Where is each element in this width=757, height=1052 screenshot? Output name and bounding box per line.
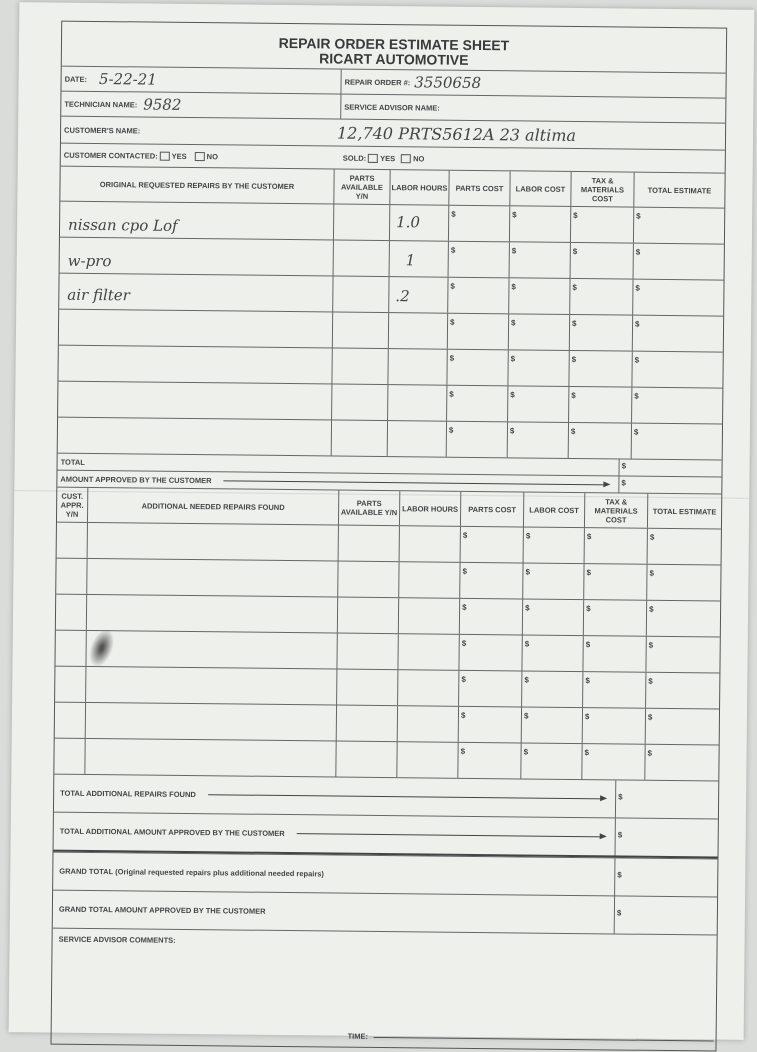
parts-available-cell[interactable] (338, 526, 399, 562)
table-row (60, 237, 724, 280)
total-estimate-cell[interactable] (633, 208, 724, 244)
tax-cost-cell[interactable] (582, 708, 645, 744)
cust-approval-header: CUST. APPR. Y/N (60, 491, 84, 519)
additional-repair-cell[interactable] (87, 523, 338, 561)
labor-hours-cell[interactable] (387, 385, 446, 421)
dollar-sign: $ (617, 870, 622, 880)
parts-cost-cell[interactable] (447, 278, 508, 314)
contacted-yes-checkbox[interactable] (160, 151, 170, 160)
cust-approval-cell[interactable] (55, 667, 85, 702)
dollar-sign: $ (450, 245, 456, 255)
parts-cost-cell[interactable] (448, 206, 509, 242)
dollar-sign: $ (511, 318, 516, 328)
parts-available-cell[interactable] (335, 742, 396, 778)
time-line (374, 1037, 714, 1042)
dollar-sign: $ (586, 604, 591, 614)
total-estimate-cell[interactable] (646, 601, 720, 637)
tax-cost-cell[interactable] (568, 423, 631, 459)
dollar-sign: $ (511, 246, 517, 256)
dollar-sign: $ (462, 566, 467, 576)
total-estimate-cell[interactable] (633, 244, 724, 280)
table-row (60, 201, 724, 244)
original-repairs-header: ORIGINAL REQUESTED REPAIRS BY THE CUSTOMER (99, 179, 295, 191)
total-estimate-cell[interactable] (631, 388, 722, 424)
original-table-header (60, 166, 724, 208)
labor-cost-cell[interactable] (521, 635, 582, 671)
additional-repair-cell[interactable] (85, 667, 336, 705)
dollar-sign: $ (571, 354, 577, 365)
total-additional-field (54, 789, 615, 804)
repair-cell[interactable] (58, 346, 331, 384)
dollar-sign: $ (648, 640, 654, 650)
labor-hours-cell[interactable] (397, 706, 458, 742)
dollar-sign: $ (585, 640, 591, 650)
total-additional-approved-field (54, 827, 615, 842)
dollar-sign: $ (450, 281, 455, 291)
labor-hours-text: 1.0 (396, 213, 421, 232)
parts-available-cell[interactable] (336, 634, 397, 670)
total-additional-approved-label: TOTAL ADDITIONAL AMOUNT APPROVED BY THE CUSTOMER (59, 826, 285, 839)
parts-cost-cell[interactable] (457, 743, 520, 779)
cust-approval-cell[interactable] (54, 739, 84, 774)
date-value: 5-22-21 (98, 70, 157, 89)
additional-repair-cell[interactable] (85, 631, 336, 669)
dollar-sign: $ (510, 354, 516, 364)
title-line-1: REPAIR ORDER ESTIMATE SHEET (278, 34, 510, 54)
tax-cost-cell[interactable] (568, 387, 631, 423)
parts-available-cell[interactable] (336, 670, 397, 706)
sold-yes-label: YES (380, 153, 396, 163)
table-row (59, 309, 723, 352)
total-estimate-cell[interactable] (644, 745, 718, 781)
grand-total-label: GRAND TOTAL (Original requested repairs plus additional needed repairs) (59, 866, 324, 879)
labor-cost-cell[interactable] (522, 599, 583, 635)
sold-field (340, 147, 725, 173)
dollar-sign: $ (633, 427, 639, 437)
labor-hours-cell[interactable] (389, 241, 448, 277)
dollar-sign: $ (523, 711, 529, 721)
labor-hours-cell[interactable] (396, 742, 457, 778)
dollar-sign: $ (634, 355, 640, 365)
dollar-sign: $ (449, 389, 454, 399)
dollar-sign: $ (570, 426, 576, 437)
dollar-sign: $ (571, 390, 576, 401)
tax-cost-cell[interactable] (570, 207, 633, 243)
additional-repair-cell[interactable] (86, 595, 337, 633)
labor-cost-header: LABOR COST (509, 171, 570, 206)
total-estimate-cell[interactable] (632, 316, 723, 352)
total-estimate-cell[interactable] (631, 424, 722, 460)
dollar-sign: $ (462, 602, 467, 612)
cust-approval-cell[interactable] (56, 559, 86, 594)
dollar-sign: $ (524, 639, 530, 649)
repair-order-value: 3550658 (414, 73, 482, 93)
dollar-sign: $ (649, 532, 655, 542)
cust-approval-cell[interactable] (55, 631, 85, 666)
repair-order-field[interactable] (340, 70, 725, 98)
total-additional-label: TOTAL ADDITIONAL REPAIRS FOUND (60, 788, 196, 800)
dollar-sign: $ (525, 603, 530, 613)
dollar-sign: $ (585, 676, 590, 686)
original-table-body (58, 201, 725, 460)
repair-cell[interactable] (60, 238, 333, 276)
dollar-sign: $ (525, 531, 531, 541)
parts-available-cell[interactable] (331, 348, 387, 384)
total-estimate-header: TOTAL ESTIMATE (647, 494, 721, 529)
dollar-sign: $ (647, 748, 653, 758)
tax-cost-cell[interactable] (581, 744, 644, 780)
parts-cost-cell[interactable] (458, 635, 521, 671)
labor-cost-cell[interactable] (508, 278, 569, 314)
parts-available-cell[interactable] (337, 562, 398, 598)
dollar-sign: $ (449, 353, 455, 363)
additional-repair-cell[interactable] (85, 703, 336, 741)
total-estimate-cell[interactable] (645, 673, 719, 709)
labor-cost-cell[interactable] (508, 314, 569, 350)
dollar-sign: $ (525, 567, 530, 577)
dollar-sign: $ (635, 319, 640, 329)
dollar-sign: $ (523, 747, 529, 757)
dollar-sign: $ (460, 710, 466, 720)
arrow-right-icon (208, 794, 605, 799)
date-label: DATE: (64, 74, 88, 84)
dollar-sign: $ (586, 532, 592, 542)
contacted-yes-label: YES (171, 151, 187, 161)
parts-cost-cell[interactable] (447, 314, 508, 350)
labor-hours-cell[interactable] (387, 421, 446, 457)
labor-hours-cell[interactable] (397, 634, 458, 670)
customer-value: 12,740 PRTS5612A 23 altima (336, 123, 577, 145)
sold-no-checkbox[interactable] (401, 154, 411, 163)
table-row (59, 273, 723, 316)
labor-hours-cell[interactable] (387, 349, 446, 385)
dollar-sign: $ (572, 246, 578, 257)
parts-cost-cell[interactable] (459, 563, 522, 599)
total-label: TOTAL (60, 457, 85, 467)
parts-cost-cell[interactable] (446, 422, 507, 458)
estimate-form (50, 21, 727, 1052)
repair-order-label: REPAIR ORDER #: (344, 77, 411, 87)
dollar-sign: $ (509, 426, 515, 436)
title-line-2: RICART AUTOMOTIVE (319, 50, 469, 68)
sold-yes-checkbox[interactable] (368, 153, 378, 162)
parts-cost-cell[interactable] (458, 707, 521, 743)
dollar-sign: $ (524, 675, 529, 685)
table-row (58, 345, 722, 388)
parts-available-cell[interactable] (332, 312, 388, 348)
total-additional-approved-amount[interactable] (615, 818, 718, 856)
parts-available-header: PARTS AVAILABLE Y/N (333, 169, 389, 204)
repair-cell[interactable] (59, 310, 332, 348)
dollar-sign: $ (462, 530, 468, 540)
tax-cost-cell[interactable] (569, 315, 632, 351)
comments-box[interactable] (52, 928, 717, 1051)
labor-cost-cell[interactable] (507, 386, 568, 422)
parts-available-cell[interactable] (331, 420, 387, 456)
arrow-right-icon (297, 833, 605, 837)
table-row (55, 666, 719, 709)
repair-text: nissan cpo Lof (67, 215, 178, 235)
grand-total-approved-label: GRAND TOTAL AMOUNT APPROVED BY THE CUSTOMER (58, 904, 266, 916)
parts-available-cell[interactable] (333, 240, 389, 276)
labor-hours-cell[interactable] (388, 277, 447, 313)
dollar-sign: $ (635, 283, 640, 293)
dollar-sign: $ (618, 792, 623, 802)
service-advisor-label: SERVICE ADVISOR NAME: (344, 102, 440, 113)
tax-cost-cell[interactable] (584, 528, 647, 564)
total-estimate-cell[interactable] (645, 637, 719, 673)
dollar-sign: $ (621, 461, 627, 471)
total-amount-cell[interactable] (618, 459, 721, 476)
dollar-sign: $ (572, 282, 577, 293)
repair-text: air filter (67, 285, 131, 305)
labor-cost-cell[interactable] (522, 563, 583, 599)
total-estimate-cell[interactable] (646, 565, 720, 601)
parts-cost-cell[interactable] (459, 599, 522, 635)
sold-no-label: NO (413, 153, 425, 163)
dollar-sign: $ (621, 478, 626, 488)
repair-cell[interactable] (58, 418, 331, 456)
labor-hours-text: 1 (405, 251, 416, 270)
additional-repair-cell[interactable] (84, 739, 335, 777)
table-row (56, 594, 720, 637)
tax-materials-header: TAX & MATERIALS COST (584, 493, 647, 528)
tax-cost-cell[interactable] (582, 636, 645, 672)
contacted-no-checkbox[interactable] (195, 152, 205, 161)
dollar-sign: $ (584, 712, 590, 722)
labor-hours-cell[interactable] (399, 526, 460, 562)
tax-materials-header: TAX & MATERIALS COST (570, 172, 633, 207)
parts-cost-cell[interactable] (446, 386, 507, 422)
arrow-right-icon (224, 480, 609, 485)
labor-cost-header: LABOR COST (523, 492, 584, 527)
dollar-sign: $ (649, 604, 654, 614)
dollar-sign: $ (586, 568, 591, 578)
parts-cost-cell[interactable] (446, 350, 507, 386)
parts-available-cell[interactable] (337, 598, 398, 634)
tax-cost-cell[interactable] (583, 564, 646, 600)
dollar-sign: $ (451, 209, 456, 219)
dollar-sign: $ (510, 390, 515, 400)
labor-cost-cell[interactable] (509, 206, 570, 242)
table-row (54, 738, 718, 781)
parts-available-cell[interactable] (336, 706, 397, 742)
labor-cost-cell[interactable] (521, 671, 582, 707)
service-advisor-field[interactable] (340, 95, 725, 123)
parts-cost-header: PARTS COST (448, 171, 509, 206)
total-estimate-cell[interactable] (632, 280, 723, 316)
labor-cost-cell[interactable] (509, 242, 570, 278)
cust-approval-cell[interactable] (57, 523, 87, 558)
dollar-sign: $ (617, 830, 623, 840)
parts-available-cell[interactable] (332, 276, 388, 312)
labor-hours-text: .2 (395, 287, 410, 306)
dollar-sign: $ (573, 210, 578, 221)
parts-available-cell[interactable] (331, 384, 387, 420)
table-row (58, 381, 722, 424)
table-row (55, 702, 719, 745)
parts-cost-cell[interactable] (458, 671, 521, 707)
dollar-sign: $ (461, 638, 467, 648)
contacted-label: CUSTOMER CONTACTED: (63, 150, 158, 161)
labor-hours-header: LABOR HOURS (389, 170, 448, 205)
labor-cost-cell[interactable] (520, 743, 581, 779)
total-estimate-cell[interactable] (645, 709, 719, 745)
dollar-sign: $ (584, 748, 590, 758)
labor-hours-cell[interactable] (398, 598, 459, 634)
total-estimate-cell[interactable] (631, 352, 722, 388)
total-additional-approved-row (54, 812, 718, 859)
repair-cell[interactable] (58, 382, 331, 420)
dollar-sign: $ (461, 674, 466, 684)
dollar-sign: $ (511, 282, 516, 292)
repair-cell[interactable] (60, 202, 333, 240)
tax-cost-cell[interactable] (570, 243, 633, 279)
table-row (56, 558, 720, 601)
cust-approval-cell[interactable] (55, 703, 85, 738)
labor-hours-cell[interactable] (397, 670, 458, 706)
contacted-field (61, 144, 340, 169)
dollar-sign: $ (647, 712, 653, 722)
tax-cost-cell[interactable] (583, 600, 646, 636)
cust-approval-cell[interactable] (56, 595, 86, 630)
grand-total-amount[interactable] (614, 858, 717, 896)
repair-cell[interactable] (59, 274, 332, 312)
dollar-sign: $ (450, 317, 455, 327)
additional-repairs-header: ADDITIONAL NEEDED REPAIRS FOUND (87, 488, 338, 525)
additional-repair-cell[interactable] (86, 559, 337, 597)
dollar-sign: $ (448, 425, 454, 435)
form-title (62, 22, 726, 73)
technician-field[interactable] (61, 92, 340, 119)
labor-cost-cell[interactable] (507, 350, 568, 386)
total-additional-amount[interactable] (615, 780, 718, 818)
repair-text: w-pro (67, 251, 112, 271)
time-label: TIME: (347, 1031, 369, 1041)
labor-cost-cell[interactable] (523, 527, 584, 563)
comments-label: SERVICE ADVISOR COMMENTS: (58, 934, 176, 945)
dollar-sign: $ (616, 908, 622, 918)
tax-cost-cell[interactable] (569, 279, 632, 315)
date-field[interactable] (61, 67, 340, 94)
parts-available-header: PARTS AVAILABLE Y/N (338, 491, 399, 526)
dollar-sign: $ (636, 211, 641, 221)
labor-hours-cell[interactable] (398, 562, 459, 598)
tax-cost-cell[interactable] (582, 672, 645, 708)
dollar-sign: $ (460, 746, 466, 756)
dollar-sign: $ (635, 247, 641, 257)
parts-cost-cell[interactable] (448, 242, 509, 278)
dollar-sign: $ (572, 318, 577, 329)
dollar-sign: $ (648, 676, 653, 686)
dollar-sign: $ (649, 568, 654, 578)
labor-hours-cell[interactable] (388, 313, 447, 349)
contacted-no-label: NO (206, 151, 219, 161)
additional-table-header (57, 487, 721, 529)
paper-sheet (9, 2, 755, 1040)
grand-total-approved-amount[interactable] (614, 896, 717, 934)
total-estimate-header: TOTAL ESTIMATE (633, 173, 724, 208)
table-row (58, 417, 722, 460)
tax-cost-cell[interactable] (568, 351, 631, 387)
parts-cost-cell[interactable] (460, 527, 523, 563)
dollar-sign: $ (634, 391, 639, 401)
table-row (57, 522, 721, 565)
labor-cost-cell[interactable] (507, 422, 568, 458)
labor-hours-header: LABOR HOURS (399, 491, 460, 526)
labor-cost-cell[interactable] (521, 707, 582, 743)
approved-amount-cell[interactable] (618, 476, 721, 493)
approved-label: AMOUNT APPROVED BY THE CUSTOMER (60, 474, 212, 485)
customer-label: CUSTOMER'S NAME: (64, 125, 141, 135)
parts-cost-header: PARTS COST (460, 492, 523, 527)
table-row (55, 630, 719, 673)
total-estimate-cell[interactable] (647, 529, 721, 565)
additional-table-body (54, 522, 721, 781)
dollar-sign: $ (512, 210, 517, 220)
technician-label: TECHNICIAN NAME: (64, 99, 138, 109)
technician-value: 9582 (143, 95, 182, 114)
sold-label: SOLD: (342, 153, 367, 163)
labor-hours-cell[interactable] (389, 205, 448, 241)
parts-available-cell[interactable] (333, 204, 389, 240)
